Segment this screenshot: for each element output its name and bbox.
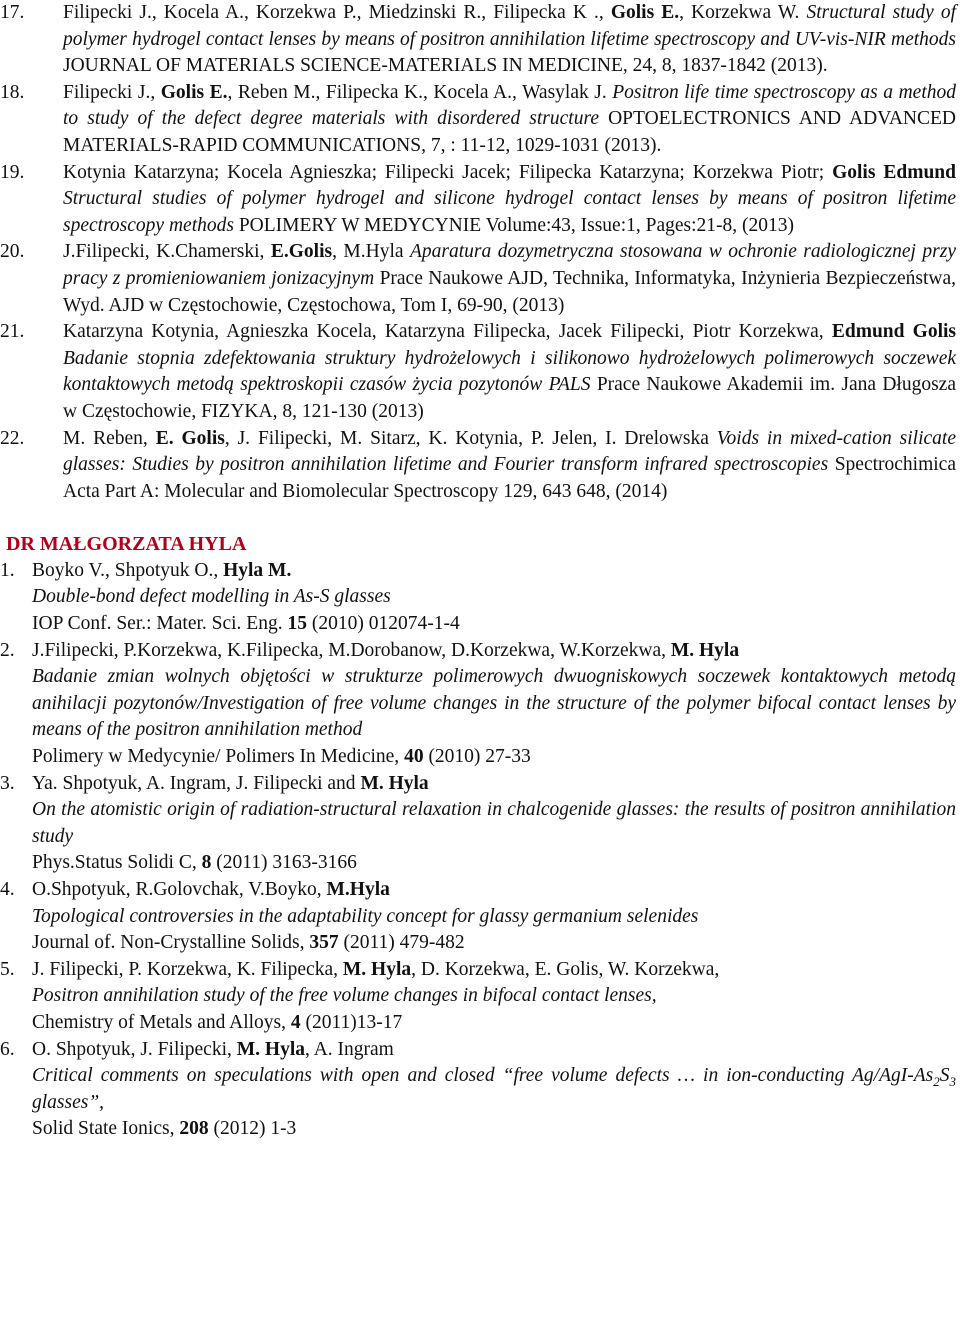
reference-line bbox=[32, 983, 956, 1010]
highlighted-author: M. Hyla bbox=[236, 1038, 306, 1060]
reference-item bbox=[0, 426, 960, 506]
citation-text: Prace Naukowe Akademii im. Jana Długosza w Częstochowie, FIZYKA, 8, 121-130 (2013) bbox=[63, 374, 956, 422]
reference-number: 18. bbox=[0, 81, 25, 103]
publication-title: Critical comments on speculations with open and closed “free volume defects … in ion-conducting Ag/AgI-As bbox=[32, 1065, 934, 1087]
citation-text: POLIMERY W MEDYCYNIE Volume:43, Issue:1, Pages:21-8, (2013) bbox=[233, 214, 795, 236]
reference-line bbox=[32, 1063, 956, 1116]
highlighted-author: Golis E. bbox=[610, 2, 680, 23]
citation-text: Katarzyna Kotynia, Agnieszka Kocela, Katarzyna Filipecka, Jacek Filipecki, Piotr Korzekwa, bbox=[63, 321, 832, 343]
highlighted-author: 208 bbox=[179, 1118, 209, 1140]
highlighted-author: 40 bbox=[404, 746, 424, 768]
reference-line bbox=[32, 877, 956, 904]
citation-text: (2012) 1-3 bbox=[208, 1118, 297, 1140]
citation-text: J.Filipecki, P.Korzekwa, K.Filipecka, M.Dorobanow, D.Korzekwa, W.Korzekwa, bbox=[32, 639, 671, 661]
reference-number: 1. bbox=[0, 559, 15, 581]
publication-title: On the atomistic origin of radiation-structural relaxation in chalcogenide glasses: the results of positron annihilation study bbox=[32, 799, 956, 847]
reference-item bbox=[0, 558, 960, 638]
reference-item bbox=[0, 771, 960, 877]
reference-line bbox=[32, 611, 956, 638]
reference-item bbox=[0, 877, 960, 957]
citation-text: Journal of. Non-Crystalline Solids, bbox=[32, 932, 310, 954]
reference-item bbox=[0, 957, 960, 1037]
reference-number: 21. bbox=[0, 321, 25, 343]
reference-line bbox=[32, 664, 956, 744]
reference-item bbox=[0, 1037, 960, 1143]
reference-list-hyla bbox=[0, 558, 960, 1143]
citation-text: J. Filipecki, P. Korzekwa, K. Filipecka, bbox=[32, 958, 343, 980]
publication-title: 3 bbox=[949, 1074, 956, 1090]
highlighted-author: 357 bbox=[309, 932, 339, 954]
reference-number: 6. bbox=[0, 1038, 15, 1060]
publication-title: S bbox=[939, 1065, 950, 1087]
highlighted-author: E.Golis bbox=[270, 241, 333, 263]
citation-text: Phys.Status Solidi C, bbox=[32, 852, 202, 874]
citation-text: Kotynia Katarzyna; Kocela Agnieszka; Filipecki Jacek; Filipecka Katarzyna; Korzekwa Piotr; bbox=[63, 161, 833, 183]
reference-item bbox=[0, 239, 960, 319]
publication-title: Badanie stopnia zdefektowania struktury hydrożelowych i silikonowo hydrożelowych polimerowych soczewek kontaktowych metodą spektroskopii czasów życia pozytonów PALS bbox=[63, 347, 956, 396]
reference-line bbox=[32, 797, 956, 850]
highlighted-author: E. Golis bbox=[155, 427, 225, 449]
citation-text: JOURNAL OF MATERIALS SCIENCE-MATERIALS IN MEDICINE, 24, 8, 1837-1842 (2013). bbox=[63, 55, 828, 77]
citation-text: (2010) 27-33 bbox=[423, 746, 531, 768]
reference-line bbox=[32, 584, 956, 611]
citation-text: Filipecki J., Kocela A., Korzekwa P., Miedzinski R., Filipecka K ., bbox=[63, 2, 611, 23]
reference-list-golis bbox=[0, 0, 960, 505]
highlighted-author: 15 bbox=[287, 613, 307, 635]
citation-text: Spectrochimica Acta Part A: Molecular and Biomolecular Spectroscopy 129, 643 648, (2014) bbox=[63, 454, 956, 502]
reference-line bbox=[32, 744, 956, 771]
citation-text: O.Shpotyuk, R.Golovchak, V.Boyko, bbox=[32, 879, 327, 900]
highlighted-author: M. Hyla bbox=[342, 958, 412, 980]
citation-text: , Reben M., Filipecka K., Kocela A., Wasylak J. bbox=[227, 81, 613, 103]
citation-text: Solid State Ionics, bbox=[32, 1118, 180, 1140]
publication-title: Double-bond defect modelling in As-S glasses bbox=[32, 586, 391, 608]
highlighted-author: M. Hyla bbox=[670, 639, 740, 661]
citation-text: J.Filipecki, K.Chamerski, bbox=[63, 241, 271, 263]
reference-line bbox=[32, 850, 956, 877]
publication-title: Structural studies of polymer hydrogel and silicone hydrogel contact lenses by means of positron lifetime spectroscopy methods bbox=[63, 188, 956, 236]
reference-number: 3. bbox=[0, 772, 15, 794]
reference-number: 4. bbox=[0, 879, 15, 900]
highlighted-author: M. Hyla bbox=[360, 772, 429, 794]
reference-number: 17. bbox=[0, 2, 25, 23]
reference-line bbox=[32, 771, 956, 798]
reference-line bbox=[32, 904, 956, 931]
citation-text: (2011) 3163-3166 bbox=[211, 852, 357, 874]
citation-text: Filipecki J., bbox=[63, 81, 161, 103]
reference-line bbox=[32, 558, 956, 585]
reference-line bbox=[32, 1010, 956, 1037]
highlighted-author: Golis Edmund bbox=[832, 161, 956, 183]
reference-line bbox=[32, 930, 956, 957]
publication-title: Voids in mixed-cation silicate glasses: Studies by positron annihilation lifetime and Fourier transform infrared spectroscopies bbox=[63, 427, 956, 476]
citation-text: Boyko V., Shpotyuk O., bbox=[32, 559, 224, 581]
reference-number: 5. bbox=[0, 958, 15, 980]
reference-line bbox=[32, 957, 956, 984]
citation-text: , Korzekwa W. bbox=[679, 2, 807, 23]
publication-title: 2 bbox=[933, 1074, 940, 1090]
publication-title: Topological controversies in the adaptability concept for glassy germanium selenides bbox=[32, 905, 699, 927]
citation-text: M. Reben, bbox=[63, 427, 156, 449]
reference-item bbox=[0, 638, 960, 771]
highlighted-author: 4 bbox=[290, 1011, 301, 1033]
highlighted-author: Edmund Golis bbox=[831, 321, 956, 343]
reference-item bbox=[0, 160, 960, 240]
citation-text: O. Shpotyuk, J. Filipecki, bbox=[32, 1038, 237, 1060]
citation-text: , D. Korzekwa, E. Golis, W. Korzekwa, bbox=[411, 958, 720, 980]
citation-text: Polimery w Medycynie/ Polimers In Medicine, bbox=[32, 746, 405, 768]
highlighted-author: Golis E. bbox=[160, 81, 228, 103]
reference-number: 2. bbox=[0, 639, 15, 661]
publication-title: Positron life time spectroscopy as a method to study of the defect degree materials with disordered structure bbox=[63, 81, 956, 130]
reference-number: 19. bbox=[0, 161, 25, 183]
citation-text: , A. Ingram bbox=[305, 1038, 394, 1060]
citation-text: OPTOELECTRONICS AND ADVANCED MATERIALS-RAPID COMMUNICATIONS, 7, : 11-12, 1029-1031 (2013). bbox=[63, 108, 956, 156]
reference-item bbox=[0, 80, 960, 160]
highlighted-author: M.Hyla bbox=[326, 879, 390, 900]
publication-title: Positron annihilation study of the free volume changes in bifocal contact lenses, bbox=[32, 985, 657, 1007]
highlighted-author: Hyla M. bbox=[223, 559, 292, 581]
publication-title: Structural study of polymer hydrogel contact lenses by means of positron annihilation lifetime spectroscopy and UV-vis-NIR methods bbox=[63, 2, 956, 50]
reference-line bbox=[32, 1037, 956, 1064]
citation-text: IOP Conf. Ser.: Mater. Sci. Eng. bbox=[32, 613, 288, 635]
citation-text: (2011) 479-482 bbox=[338, 932, 465, 954]
citation-text: , M.Hyla bbox=[332, 241, 410, 263]
reference-item bbox=[0, 319, 960, 425]
citation-text: Prace Naukowe AJD, Technika, Informatyka, Inżynieria Bezpieczeństwa, Wyd. AJD w Częstochowie, Częstochowa, Tom I, 69-90, (2013) bbox=[63, 267, 956, 316]
highlighted-author: 8 bbox=[201, 852, 212, 874]
citation-text: Ya. Shpotyuk, A. Ingram, J. Filipecki and bbox=[32, 772, 361, 794]
publication-title: Aparatura dozymetryczna stosowana w ochronie radiologicznej przy pracy z promieniowaniem jonizacyjnym bbox=[63, 241, 956, 289]
section-heading: DR MAŁGORZATA HYLA bbox=[6, 533, 247, 556]
reference-line bbox=[32, 1116, 956, 1143]
reference-item bbox=[0, 0, 960, 80]
citation-text: , J. Filipecki, M. Sitarz, K. Kotynia, P. Jelen, I. Drelowska bbox=[224, 427, 717, 449]
reference-line bbox=[32, 638, 956, 665]
citation-text: (2010) 012074-1-4 bbox=[306, 613, 460, 635]
reference-number: 22. bbox=[0, 427, 25, 449]
publication-title: glasses”, bbox=[32, 1091, 105, 1113]
citation-text: (2011)13-17 bbox=[300, 1011, 403, 1033]
reference-number: 20. bbox=[0, 241, 25, 263]
publication-title: Badanie zmian wolnych objętości w strukturze polimerowych dwuogniskowych soczewek kontaktowych metodą anihilacji pozytonów/Investigation of free volume changes in the structure of the polymer bifocal contact lenses by means of the positron annihilation method bbox=[32, 666, 956, 741]
citation-text: Chemistry of Metals and Alloys, bbox=[32, 1011, 291, 1033]
